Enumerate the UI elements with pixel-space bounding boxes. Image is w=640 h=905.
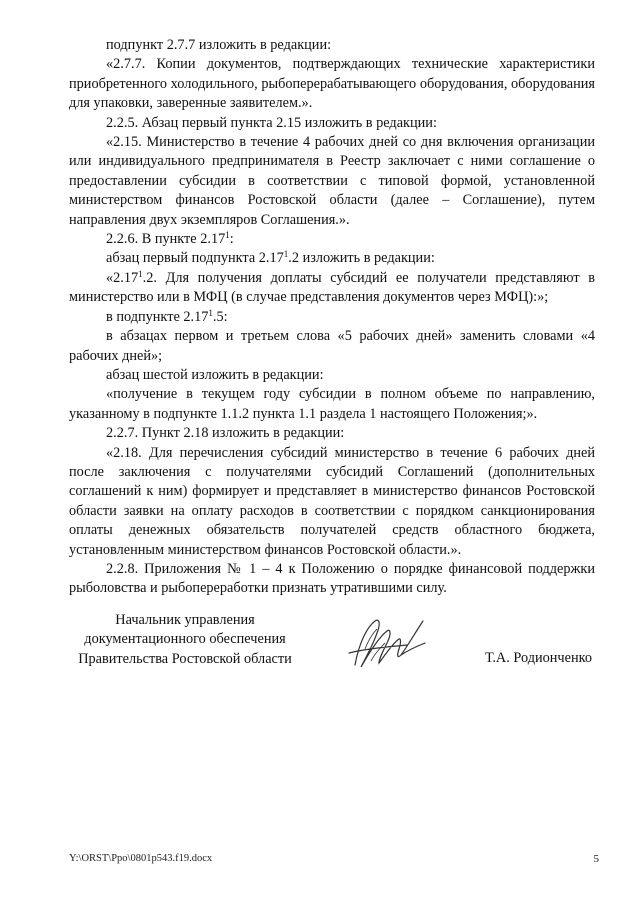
paragraph bbox=[69, 308, 595, 327]
paragraph-text: в подпункте 2.17 bbox=[106, 308, 209, 325]
paragraph: подпункт 2.7.7 изложить в редакции: bbox=[106, 37, 332, 53]
paragraph: «2.7.7. Копии документов, подтверждающих технические характеристики приобретенного холодильного, рыбоперерабатывающего оборудования, оборудования для упаковки, заверенные заявителем.». bbox=[69, 56, 595, 112]
superscript: 1 bbox=[208, 307, 213, 318]
superscript: 1 bbox=[138, 268, 143, 279]
signatory-name: Т.А. Родионченко bbox=[485, 650, 592, 666]
file-path: Y:\ORST\Ppo\0801p543.f19.docx bbox=[69, 853, 213, 864]
paragraph-text: .2 изложить в редакции: bbox=[288, 250, 435, 267]
superscript: 1 bbox=[283, 249, 289, 260]
paragraph-text: 2.2.6. В пункте 2.17 bbox=[106, 231, 226, 248]
document-body bbox=[69, 36, 595, 599]
paragraph: «2.15. Министерство в течение 4 рабочих дней со дня включения организации или индивидуального предпринимателя в Реестр заключает с ними соглашение о предоставлении субсидии в соответствии с типовой формой, установленной министерством финансов Ростовской области (далее – Соглашение), путем направления двух экземпляров Соглашения.». bbox=[69, 134, 595, 228]
paragraph: 2.2.5. Абзац первый пункта 2.15 изложить в редакции: bbox=[106, 114, 437, 131]
signatory-title-line: Начальник управления bbox=[115, 612, 255, 628]
signatory-title bbox=[60, 611, 310, 669]
signatory-title-line: документационного обеспечения bbox=[84, 631, 286, 648]
paragraph: абзац шестой изложить в редакции: bbox=[106, 366, 324, 383]
paragraph-text: «2.17 bbox=[106, 269, 139, 286]
paragraph: «2.18. Для перечисления субсидий министерство в течение 6 рабочих дней после заключения с получателями субсидий Соглашений (дополнительных соглашений к ним) формирует и представляет в министерство финансов Ростовской области заявки на оплату расходов в соответствии с порядком санкционирования оплаты денежных обязательств получателей средств областного бюджета, установленным министерством финансов Ростовской области.». bbox=[69, 444, 595, 558]
paragraph: 2.2.8. Приложения № 1 – 4 к Положению о порядке финансовой поддержки рыболовства и рыбопереработки признать утратившими силу. bbox=[69, 560, 595, 597]
paragraph-text: : bbox=[229, 231, 234, 248]
page-number: 5 bbox=[593, 853, 599, 865]
paragraph bbox=[69, 230, 595, 249]
paragraph: 2.2.7. Пункт 2.18 изложить в редакции: bbox=[106, 425, 345, 442]
paragraph-text: абзац первый подпункта 2.17 bbox=[106, 250, 284, 267]
paragraph: в абзацах первом и третьем слова «5 рабочих дней» заменить словами «4 рабочих дней»; bbox=[69, 328, 595, 364]
paragraph: «получение в текущем году субсидии в полном объеме по направлению, указанному в подпункте 1.1.2 пункта 1.1 раздела 1 настоящего Положения;». bbox=[69, 386, 595, 422]
superscript: 1 bbox=[225, 230, 230, 241]
paragraph bbox=[69, 269, 595, 308]
paragraph-text: .2. Для получения доплаты субсидий ее получатели представляют в министерство или в МФЦ (в случае представления документов через МФЦ):»; bbox=[69, 269, 595, 306]
handwritten-signature-icon bbox=[345, 603, 440, 681]
signatory-title-line: Правительства Ростовской области bbox=[78, 650, 292, 667]
paragraph bbox=[69, 249, 595, 268]
signature-block bbox=[60, 611, 600, 691]
paragraph-text: .5: bbox=[212, 308, 228, 325]
